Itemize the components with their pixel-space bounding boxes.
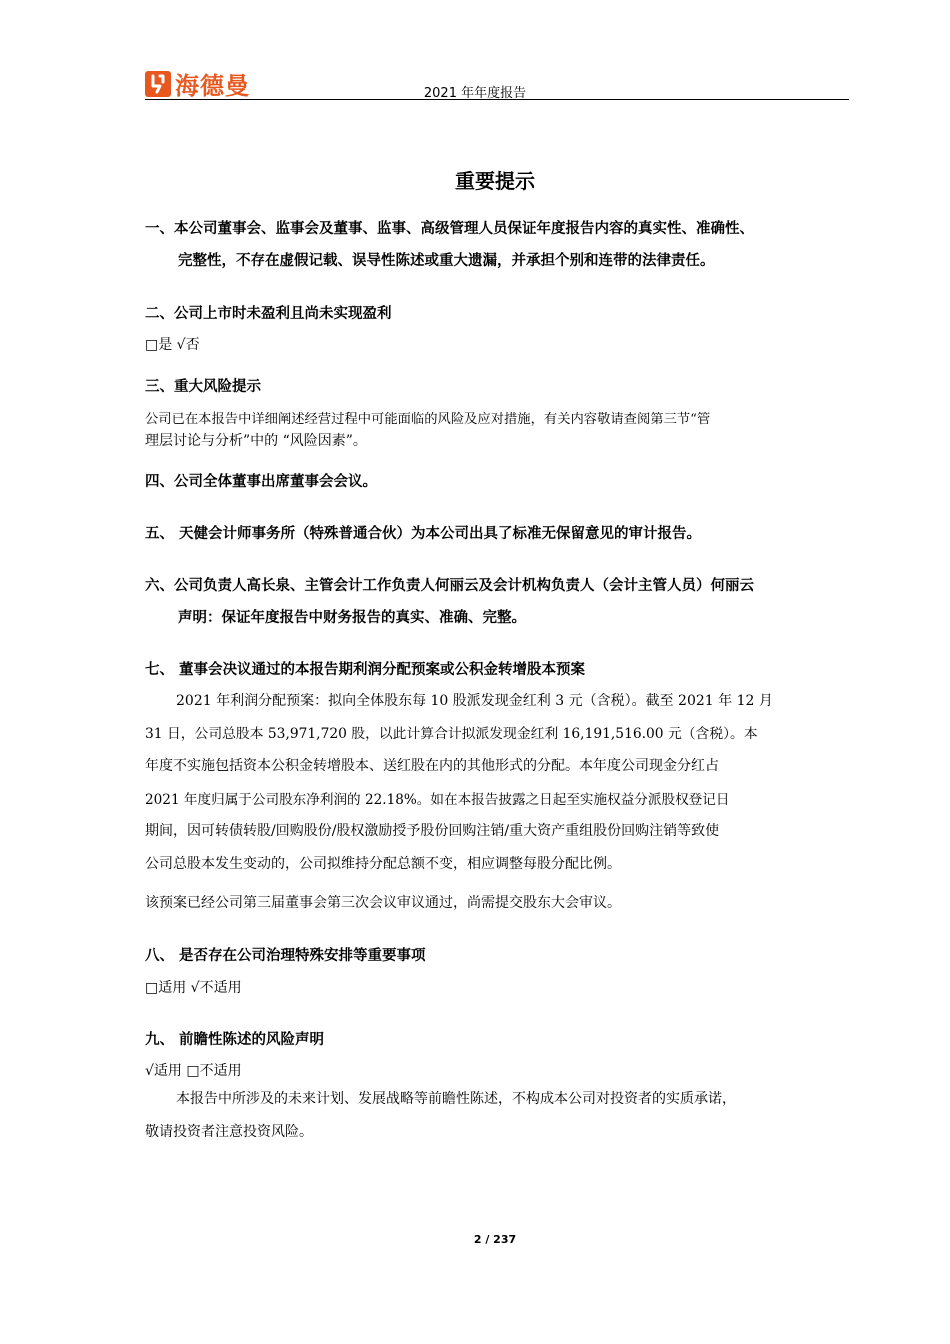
section-9-heading: 九、 前瞻性陈述的风险声明	[145, 1032, 325, 1048]
page-number: 2 / 237	[473, 1233, 517, 1246]
section-4: 四、公司全体董事出席董事会会议。	[145, 474, 377, 490]
section-9-line-2: 敬请投资者注意投资风险。	[145, 1124, 313, 1140]
section-1-line-2: 完整性，不存在虚假记载、误导性陈述或重大遗漏，并承担个别和连带的法律责任。	[178, 253, 715, 269]
section-3-line-1: 公司已在本报告中详细阐述经营过程中可能面临的风险及应对措施，有关内容敬请查阅第三节“管	[145, 412, 711, 427]
section-5: 五、 天健会计师事务所（特殊普通合伙）为本公司出具了标准无保留意见的审计报告。	[145, 526, 702, 542]
section-2-heading: 二、公司上市时未盈利且尚未实现盈利	[145, 306, 392, 322]
section-1-line-1: 一、本公司董事会、监事会及董事、监事、高级管理人员保证年度报告内容的真实性、准确性、	[145, 221, 754, 237]
section-8-heading: 八、 是否存在公司治理特殊安排等重要事项	[145, 948, 426, 964]
report-title: 2021 年年度报告	[423, 86, 527, 101]
section-2-options: □是 √否	[145, 337, 200, 353]
section-7-heading: 七、 董事会决议通过的本报告期利润分配预案或公积金转增股本预案	[145, 662, 586, 678]
section-6-line-1: 六、公司负责人高长泉、主管会计工作负责人何丽云及会计机构负责人（会计主管人员）何丽云	[145, 578, 754, 594]
section-9-line-1: 本报告中所涉及的未来计划、发展战略等前瞻性陈述，不构成本公司对投资者的实质承诺，	[176, 1091, 736, 1107]
section-7-line-3: 年度不实施包括资本公积金转增股本、送红股在内的其他形式的分配。本年度公司现金分红占	[145, 758, 719, 774]
section-6-line-2: 声明：保证年度报告中财务报告的真实、准确、完整。	[178, 610, 526, 626]
section-3-line-2: 理层讨论与分析”中的 “风险因素”。	[145, 433, 367, 449]
section-7-line-6: 公司总股本发生变动的，公司拟维持分配总额不变，相应调整每股分配比例。	[145, 856, 621, 872]
section-7-line-4: 2021 年度归属于公司股东净利润的 22.18%。如在本报告披露之日起至实施权益分派股权登记日	[145, 792, 730, 808]
section-7-line-1: 2021 年利润分配预案：拟向全体股东每 10 股派发现金红利 3 元（含税）。截至 2021 年 12 月	[176, 693, 773, 709]
section-7-line-2: 31 日，公司总股本 53,971,720 股，以此计算合计拟派发现金红利 16,191,516.00 元（含税）。本	[145, 726, 758, 742]
section-8-options: □适用 √不适用	[145, 980, 242, 996]
section-7-line-7: 该预案已经公司第三届董事会第三次会议审议通过，尚需提交股东大会审议。	[145, 895, 621, 911]
section-7-line-5: 期间，因可转债转股/回购股份/股权激励授予股份回购注销/重大资产重组股份回购注销等致使	[145, 823, 720, 839]
header-divider	[145, 99, 849, 100]
brand-name: 海德曼	[175, 72, 250, 100]
section-9-options: √适用 □不适用	[145, 1063, 242, 1079]
page-title: 重要提示	[455, 169, 535, 193]
section-3-heading: 三、重大风险提示	[145, 379, 261, 395]
